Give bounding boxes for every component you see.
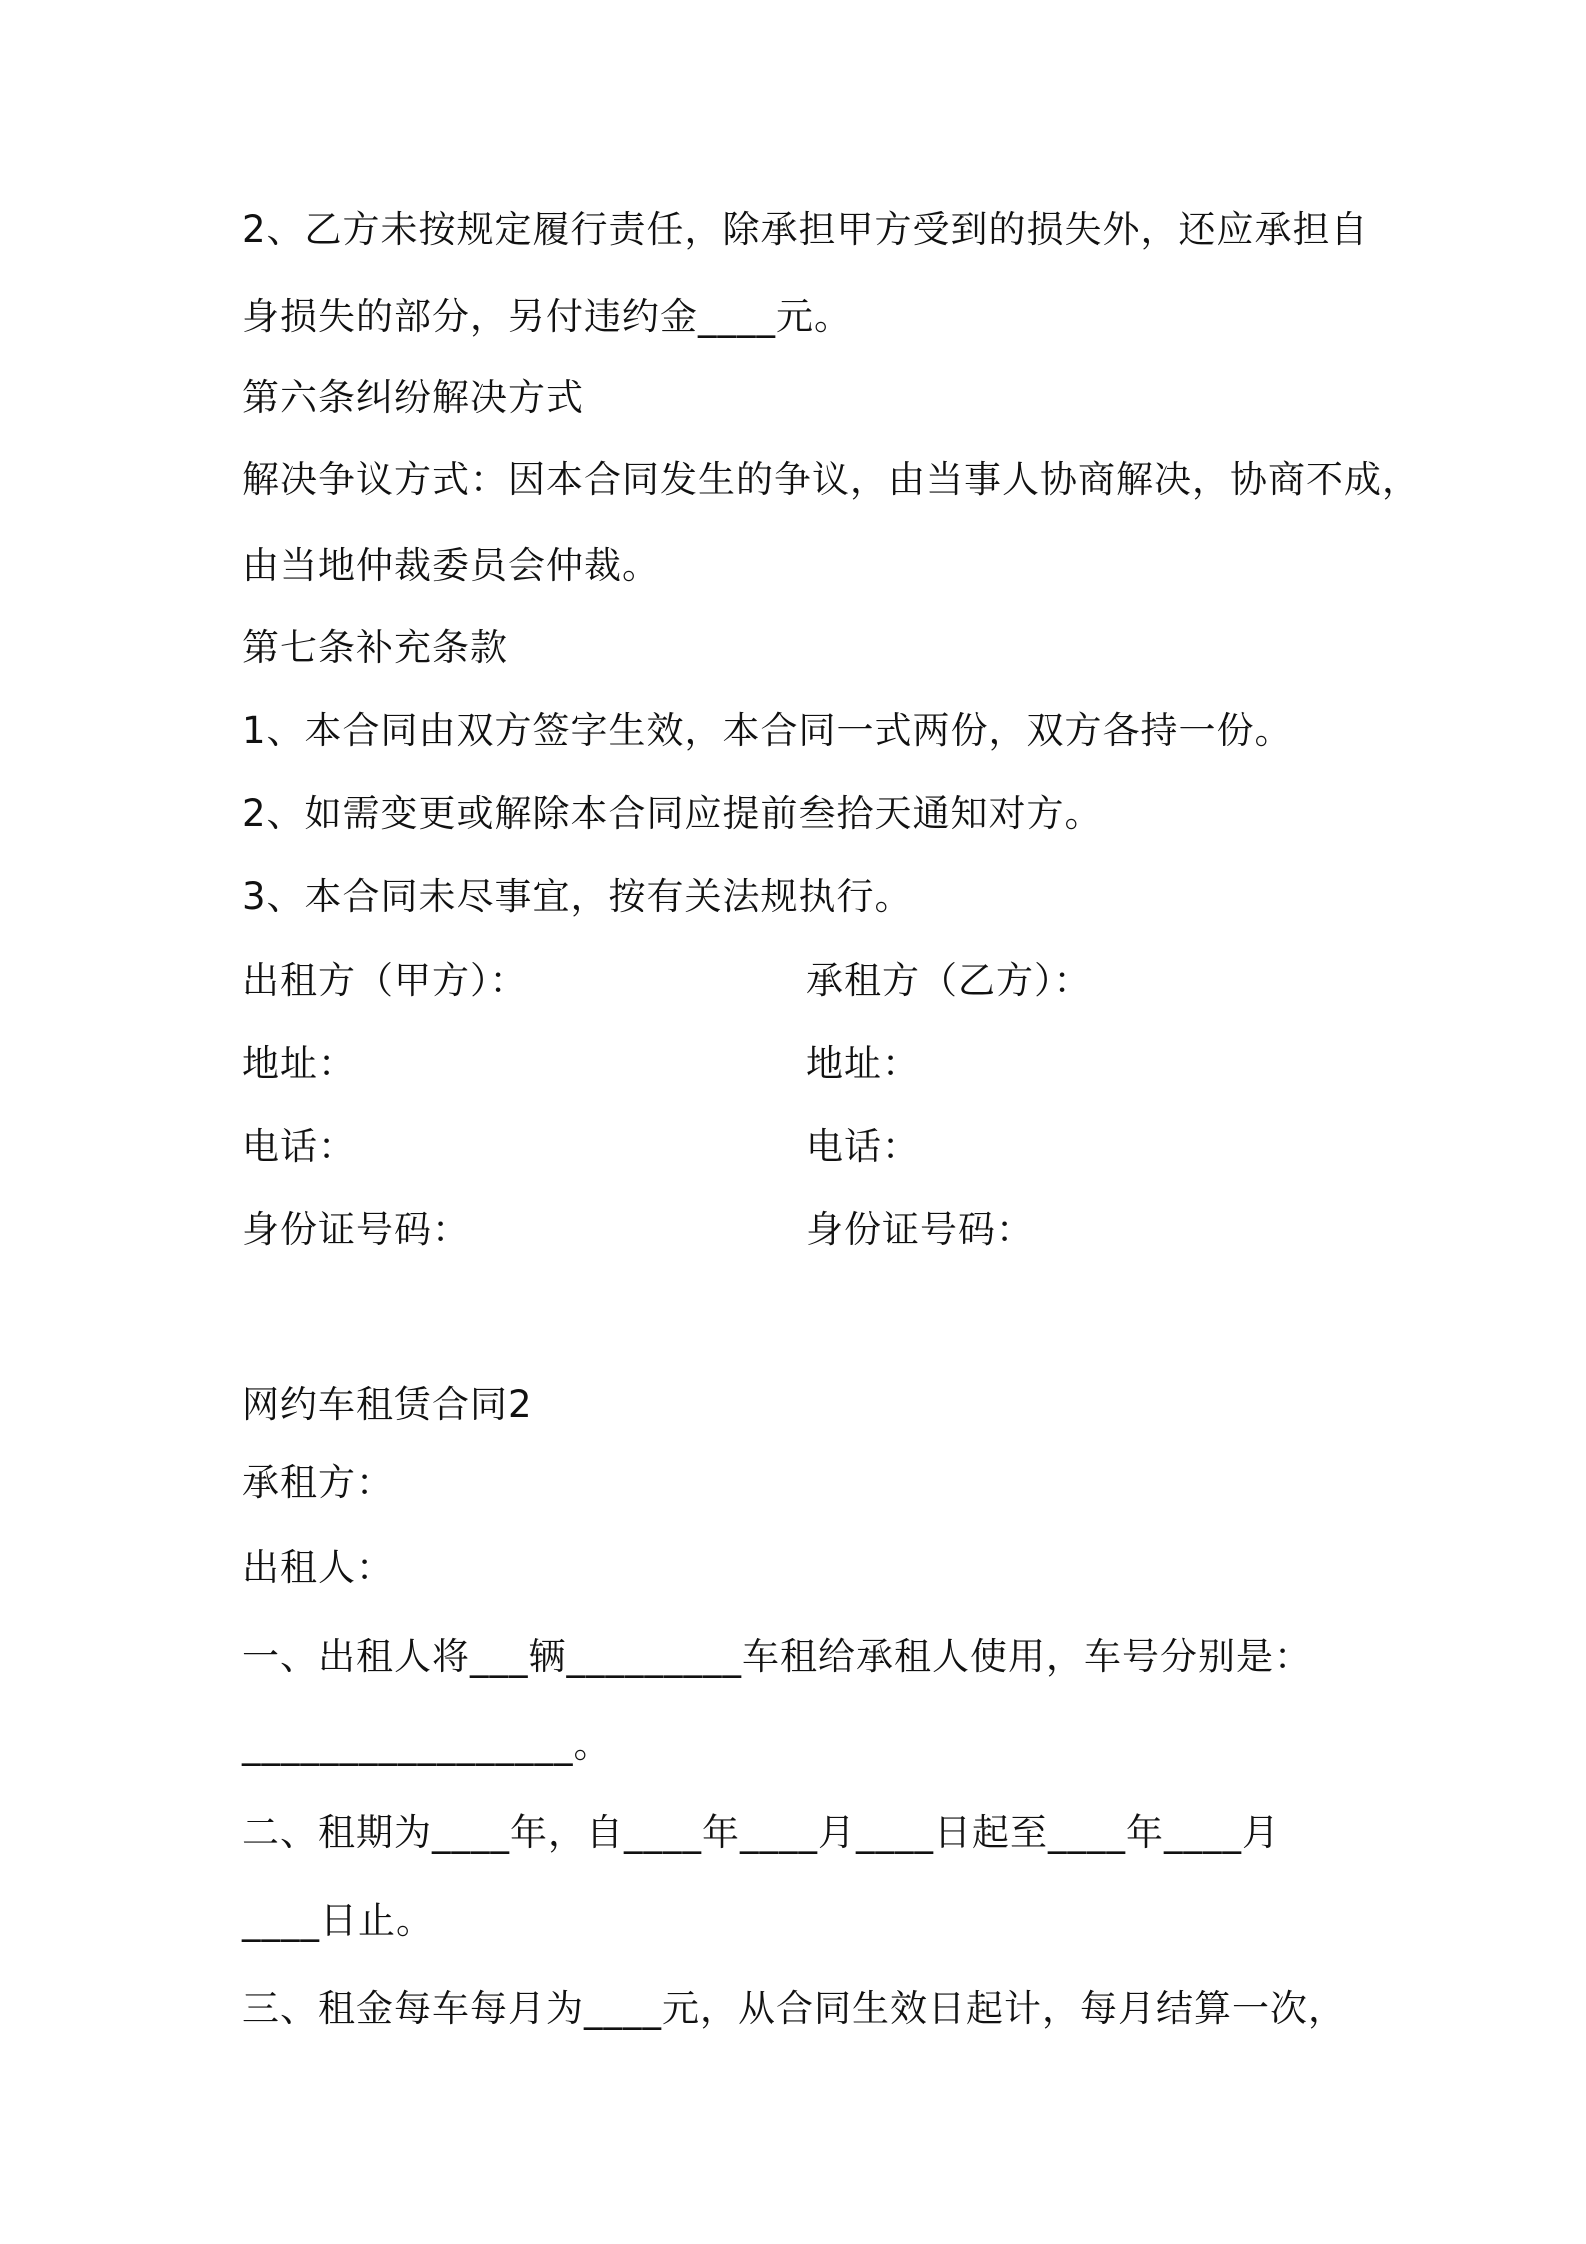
contract-2-lessor-label: 出租人： [242,1546,394,1589]
contract-2-clause-2-line-1: 二、租期为____年，自____年____月____日起至____年____月 [242,1811,1280,1854]
contract-2-clause-2-line-2: ____日止。 [242,1899,434,1942]
article-7-heading: 第七条补充条款 [242,626,508,669]
contract-2-lessee-label: 承租方： [242,1461,394,1504]
contract-2-title: 网约车租赁合同2 [242,1383,533,1426]
clause-5-2-line-1: 2、乙方未按规定履行责任，除承担甲方受到的损失外，还应承担自 [242,208,1369,251]
lessor-address-label: 地址： [242,1042,356,1085]
lessee-address-label: 地址： [806,1042,920,1085]
contract-2-clause-1-line-2: _________________。 [242,1723,612,1766]
contract-2-clause-1-line-1: 一、出租人将___辆_________车租给承租人使用，车号分别是： [242,1635,1312,1678]
lessee-id-label: 身份证号码： [806,1208,1034,1251]
clause-5-2-line-2: 身损失的部分，另付违约金____元。 [242,295,852,338]
supplementary-clause-1: 1、本合同由双方签字生效，本合同一式两份，双方各持一份。 [242,709,1293,752]
lessor-phone-label: 电话： [242,1125,356,1168]
lessee-phone-label: 电话： [806,1125,920,1168]
lessor-party-label: 出租方（甲方）： [242,959,528,1002]
contract-2-clause-3-line-1: 三、租金每车每月为____元，从合同生效日起计，每月结算一次， [242,1987,1346,2030]
article-6-heading: 第六条纠纷解决方式 [242,376,584,419]
lessee-party-label: 承租方（乙方）： [806,959,1092,1002]
supplementary-clause-2: 2、如需变更或解除本合同应提前叁拾天通知对方。 [242,792,1103,835]
dispute-resolution-line-1: 解决争议方式：因本合同发生的争议，由当事人协商解决，协商不成， [242,458,1420,501]
dispute-resolution-line-2: 由当地仲裁委员会仲裁。 [242,544,660,587]
supplementary-clause-3: 3、本合同未尽事宜，按有关法规执行。 [242,875,913,918]
lessor-id-label: 身份证号码： [242,1208,470,1251]
